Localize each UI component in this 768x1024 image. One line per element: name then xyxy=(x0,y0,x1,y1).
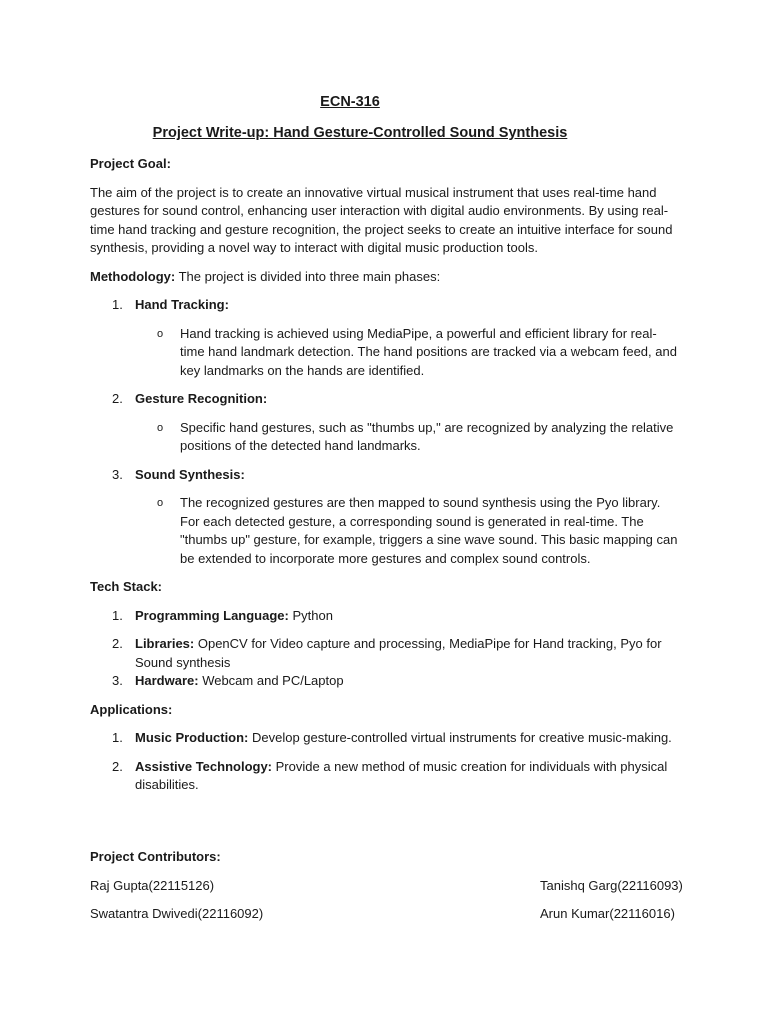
tech-label: Hardware: xyxy=(135,673,199,688)
contributors-heading: Project Contributors: xyxy=(90,849,221,864)
tech-heading: Tech Stack: xyxy=(90,579,163,594)
tech-text: OpenCV for Video capture and processing, MediaPipe for Hand tracking, Pyo for Sound synthesis xyxy=(135,636,662,670)
tech-list xyxy=(90,607,680,691)
phase-item xyxy=(90,296,680,315)
tech-number: 2. xyxy=(112,636,123,651)
phase-title: Hand Tracking: xyxy=(135,297,229,312)
methodology-intro xyxy=(90,268,680,287)
phase-item xyxy=(90,466,680,485)
course-code: ECN-316 xyxy=(320,94,380,110)
phase-title: Gesture Recognition: xyxy=(135,391,268,406)
goal-text: The aim of the project is to create an innovative virtual musical instrument that uses real-time hand gestures for sound control, enhancing user interaction with digital audio environments. By using real-time hand tracking and gesture recognition, the project seeks to create an intuitive interface for sound synthesis, providing a novel way to interact with digital music production tools. xyxy=(90,184,673,255)
application-label: Assistive Technology: xyxy=(135,758,273,774)
contributor-name: Arun Kumar(22116016) xyxy=(540,906,675,921)
phase-number: 1. xyxy=(112,297,123,312)
tech-label: Programming Language: xyxy=(135,607,289,623)
phase-number: 2. xyxy=(112,391,123,406)
application-item xyxy=(90,729,680,748)
application-text: Provide a new method of music creation for individuals with physical disabilities. xyxy=(135,758,668,792)
applications-heading: Applications: xyxy=(90,701,173,717)
tech-text: Python xyxy=(288,607,333,623)
contributors-section xyxy=(90,848,690,924)
document-body xyxy=(90,155,680,805)
phase-detail-text: The recognized gestures are then mapped to sound synthesis using the Pyo library. For each detected gesture, a corresponding sound is generated in real-time. The "thumbs up" gesture, for example, triggers a sine wave sound. This basic mapping can be extended to incorporate more gestures and complex sound controls. xyxy=(180,495,678,566)
tech-item xyxy=(90,607,680,626)
application-text: Develop gesture-controlled virtual instruments for creative music-making. xyxy=(248,730,672,745)
applications-list xyxy=(90,729,680,795)
tech-item xyxy=(90,635,680,672)
bullet-icon: o xyxy=(157,421,164,434)
tech-number: 1. xyxy=(112,607,123,623)
contributor-row xyxy=(90,877,690,896)
application-number: 2. xyxy=(112,758,123,774)
application-number: 1. xyxy=(112,730,123,745)
phase-detail xyxy=(90,325,680,381)
tech-item xyxy=(90,672,680,691)
tech-text: Webcam and PC/Laptop xyxy=(198,673,344,688)
contributor-name: Swatantra Dwivedi(22116092) xyxy=(90,906,264,921)
methodology-list xyxy=(90,296,680,568)
tech-number: 3. xyxy=(112,673,123,688)
methodology-label: Methodology: xyxy=(90,268,176,284)
bullet-icon: o xyxy=(157,497,164,509)
application-item xyxy=(90,758,680,795)
bullet-icon: o xyxy=(157,327,164,340)
phase-detail xyxy=(90,419,680,456)
phase-title: Sound Synthesis: xyxy=(135,466,245,482)
methodology-intro-text: The project is divided into three main phases: xyxy=(175,268,441,284)
contributor-name: Raj Gupta(22115126) xyxy=(90,877,215,893)
contributor-name: Tanishq Garg(22116093) xyxy=(540,877,683,893)
phase-detail-text: Hand tracking is achieved using MediaPipe, a powerful and efficient library for real-time hand landmark detection. The hand positions are tracked via a webcam feed, and key landmarks on the hands are identified. xyxy=(180,325,677,378)
tech-label: Libraries: xyxy=(135,636,195,651)
document-title: Project Write-up: Hand Gesture-Controlled Sound Synthesis xyxy=(152,125,568,141)
phase-item xyxy=(90,390,680,409)
phase-detail xyxy=(90,494,680,568)
phase-detail-text: Specific hand gestures, such as "thumbs up," are recognized by analyzing the relative positions of the detected hand landmarks. xyxy=(180,419,674,453)
phase-number: 3. xyxy=(112,466,123,482)
goal-heading: Project Goal: xyxy=(90,156,171,171)
application-label: Music Production: xyxy=(135,730,249,745)
contributor-row xyxy=(90,905,690,924)
